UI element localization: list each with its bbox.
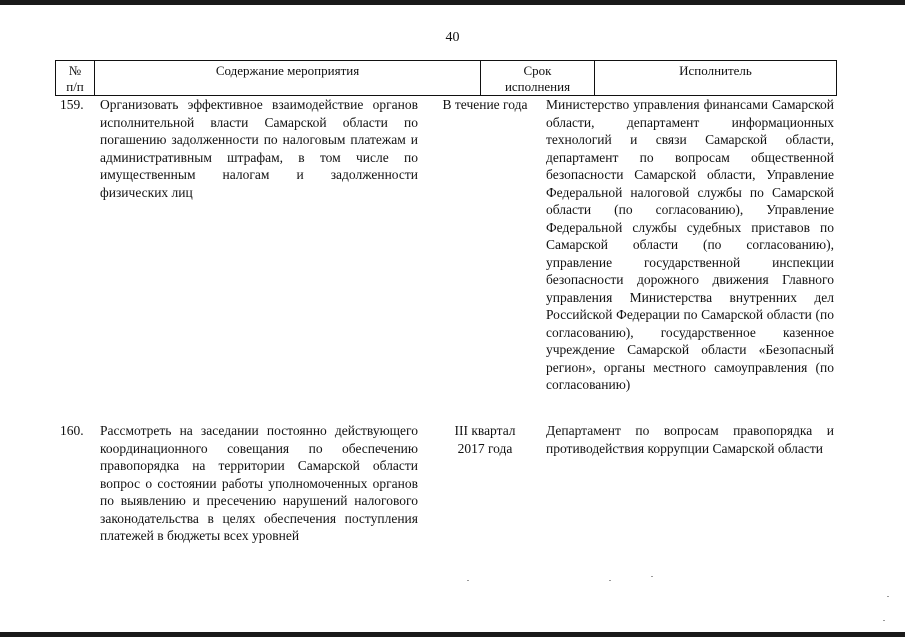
header-term-line2: исполнения [504,79,571,94]
scan-speck [887,596,889,597]
row-160-number: 160. [60,423,84,438]
row-159-content: Организовать эффективное взаимодействие органов исполнительной власти Самарской области по погашению задолженности по налоговым платежам и административным штрафам, в том числе по имущественным налогам и задолженности физических лиц [100,97,418,200]
scan-speck [883,620,885,621]
scan-speck [651,576,653,577]
scan-border-top [0,0,905,5]
row-160-content: Рассмотреть на заседании постоянно действующего координационного совещания по обеспечению правопорядка на территории Самарской области вопрос о состоянии работы уполномоченных органов по выявлению и пресечению нарушений налогового законодательства в целях обеспечения поступления платежей в бюджеты всех уровней [100,423,418,543]
row-159-term: В течение года [442,97,528,112]
scan-border-bottom [0,632,905,637]
header-number-line1: № [68,63,82,78]
row-160-executor: Департамент по вопросам правопорядка и противодействия коррупции Самарской области [546,423,834,456]
row-159-executor: Министерство управления финансами Самарской области, департамент информационных технологий и связи Самарской области, департамент по вопросам общественной безопасности Самарской области, Управление Федеральной налоговой службы по Самарской области (по согласованию), Управление Федеральной службы судебных приставов по Самарской области (по согласованию), управление государственной инспекции безопасности дорожного движения Главного управления Министерства внутренних дел Российской Федерации по Самарской области (по согласованию), государственное казенное учреждение Самарской области «Безопасный регион», органы местного самоуправления (по согласованию) [546,97,834,392]
row-160-term-line1: III квартал [454,423,516,438]
table-header [55,60,837,96]
scan-speck [467,580,469,581]
header-executor: Исполнитель [595,61,837,96]
header-number-line2: п/п [66,79,84,94]
header-number [56,61,95,96]
header-term-line1: Срок [523,63,552,78]
header-content: Содержание мероприятия [95,61,481,96]
row-160-term-line2: 2017 года [457,440,513,456]
row-160-term [430,422,540,457]
scan-speck [609,580,611,581]
row-159-number: 159. [60,97,84,112]
header-term [481,61,595,96]
page-number: 40 [445,30,460,45]
